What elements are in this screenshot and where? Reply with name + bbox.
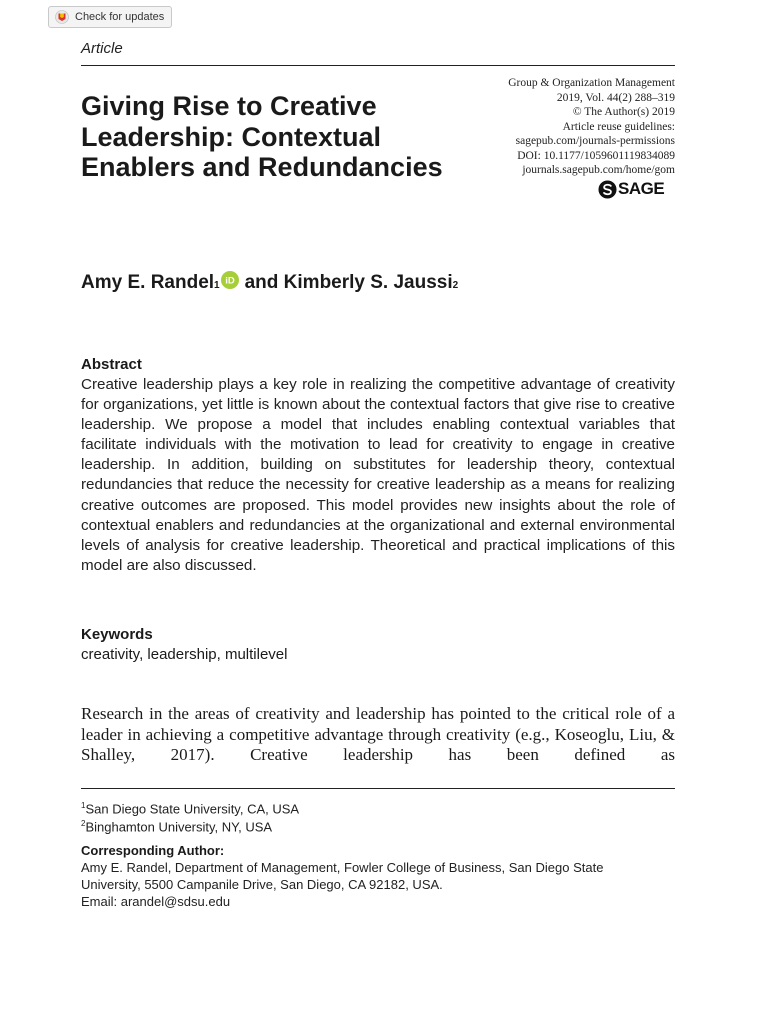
affiliation-1 xyxy=(81,798,299,817)
author-2-affiliation: 2 xyxy=(452,280,459,291)
affiliation-1-marker: 1 xyxy=(81,801,86,810)
author-joiner: and xyxy=(244,272,279,293)
paper-title: Giving Rise to Creative Leadership: Contextual Enablers and Redundancies xyxy=(81,91,443,182)
volume-info: 2019, Vol. 44(2) 288–319 xyxy=(556,91,675,104)
author-1-affiliation: 1 xyxy=(214,280,220,291)
article-type: Article xyxy=(81,40,123,57)
publisher-logo xyxy=(598,179,664,199)
corresponding-author-heading: Corresponding Author: xyxy=(81,843,225,858)
check-updates-icon xyxy=(55,10,69,24)
corresponding-line-1: Amy E. Randel, Department of Management, Fowler College of Business, San Diego State xyxy=(81,860,604,875)
abstract-heading: Abstract xyxy=(81,356,142,373)
header-rule xyxy=(81,65,675,66)
footnote-rule xyxy=(81,788,675,789)
doi[interactable]: DOI: 10.1177/1059601119834089 xyxy=(517,149,675,162)
check-for-updates-label: Check for updates xyxy=(75,11,165,23)
orcid-icon[interactable] xyxy=(221,271,239,289)
reuse-label: Article reuse guidelines: xyxy=(562,120,675,133)
check-for-updates-button[interactable] xyxy=(48,6,172,28)
affiliation-2-marker: 2 xyxy=(81,819,86,828)
body-paragraph: Research in the areas of creativity and leadership has pointed to the critical role of a leader in achieving a competitive advantage through creativity (e.g., Koseoglu, Liu, & Shalley, 2017). Creative leadership has been defined as xyxy=(81,704,675,764)
publisher-name: SAGE xyxy=(618,179,665,198)
affiliation-2-text: Binghamton University, NY, USA xyxy=(85,819,273,835)
keywords-text: creativity, leadership, multilevel xyxy=(81,646,288,663)
author-2[interactable]: Kimberly S. Jaussi xyxy=(283,272,453,293)
sage-logo-icon xyxy=(598,180,617,199)
corresponding-author-details xyxy=(81,859,681,910)
corresponding-line-2: University, 5500 Campanile Drive, San Diego, CA 92182, USA. xyxy=(81,877,443,892)
journal-name: Group & Organization Management xyxy=(508,77,675,89)
keywords-heading: Keywords xyxy=(81,626,153,643)
affiliation-2 xyxy=(81,816,272,835)
reuse-link[interactable]: sagepub.com/journals-permissions xyxy=(515,135,675,147)
copyright: © The Author(s) 2019 xyxy=(572,106,675,118)
svg-text:iD: iD xyxy=(224,275,235,287)
journal-metadata xyxy=(435,76,675,178)
journal-home-link[interactable]: journals.sagepub.com/home/gom xyxy=(522,164,675,176)
abstract-text: Creative leadership plays a key role in realizing the competitive advantage of creativity for organizations, yet little is known about the contextual factors that give rise to creative leadership. We propose a model that includes enabling contextual variables that facilitate individuals with the motivation to lead for creativity to engage in creative leadership. In addition, building on substitutes for leadership theory, contextual redundancies that reduce the necessity for creative leadership as a means for realizing creative outcomes are proposed. This model provides new insights about the role of contextual enablers and redundancies at the organizational and external environmental levels of analysis for creative leadership. Theoretical and practical implications of this model are also discussed. xyxy=(81,376,675,574)
corresponding-email[interactable]: Email: arandel@sdsu.edu xyxy=(81,894,231,909)
affiliation-1-text: San Diego State University, CA, USA xyxy=(85,801,300,817)
author-list xyxy=(81,272,458,294)
author-1[interactable]: Amy E. Randel xyxy=(81,272,215,293)
